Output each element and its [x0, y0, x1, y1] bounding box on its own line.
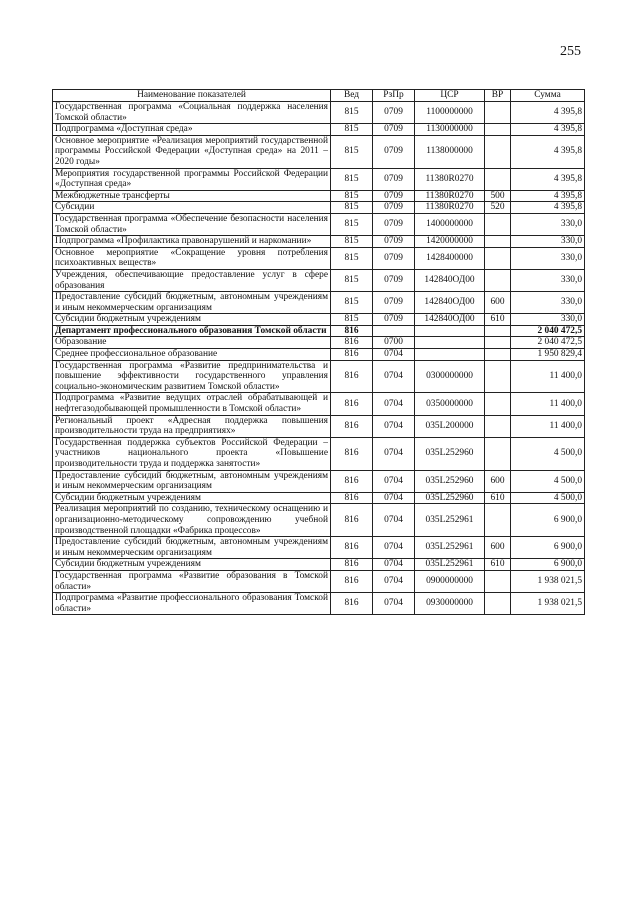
row-name-cell: Государственная программа «Развитие предпринимательства и повышение эффективности государственного управления социально-экономическим развитием Томской области» — [53, 360, 331, 393]
row-vr-cell — [485, 337, 511, 349]
row-name-cell: Межбюджетные трансферты — [53, 190, 331, 202]
row-sum-cell: 2 040 472,5 — [511, 337, 585, 349]
row-rzpr-cell: 0709 — [373, 236, 415, 248]
row-sum-cell: 4 395,8 — [511, 102, 585, 124]
row-csr-cell: 1400000000 — [415, 213, 485, 235]
row-ved-cell: 816 — [331, 470, 373, 492]
row-csr-cell — [415, 337, 485, 349]
row-vr-cell — [485, 102, 511, 124]
row-ved-cell: 816 — [331, 570, 373, 592]
row-sum-cell: 4 395,8 — [511, 202, 585, 214]
row-rzpr-cell: 0704 — [373, 470, 415, 492]
row-name-cell: Региональный проект «Адресная поддержка повышения производительности труда на предприятиях» — [53, 415, 331, 437]
row-name-cell: Государственная программа «Развитие образования в Томской области» — [53, 570, 331, 592]
row-name-cell: Подпрограмма «Развитие профессионального образования Томской области» — [53, 593, 331, 615]
header-rzpr: РзПр — [373, 90, 415, 102]
row-name-cell: Государственная программа «Социальная поддержка населения Томской области» — [53, 102, 331, 124]
row-csr-cell: 035L252961 — [415, 537, 485, 559]
table-row — [53, 593, 585, 615]
row-ved-cell: 816 — [331, 504, 373, 537]
table-row — [53, 124, 585, 136]
row-vr-cell: 610 — [485, 492, 511, 504]
row-rzpr-cell: 0704 — [373, 415, 415, 437]
row-vr-cell — [485, 325, 511, 337]
row-csr-cell: 0930000000 — [415, 593, 485, 615]
header-vr: ВР — [485, 90, 511, 102]
row-name-cell: Субсидии бюджетным учреждениям — [53, 559, 331, 571]
row-sum-cell: 4 395,8 — [511, 168, 585, 190]
row-sum-cell: 11 400,0 — [511, 415, 585, 437]
row-vr-cell — [485, 415, 511, 437]
row-name-cell: Подпрограмма «Доступная среда» — [53, 124, 331, 136]
table-row — [53, 135, 585, 168]
row-vr-cell — [485, 393, 511, 415]
row-rzpr-cell: 0709 — [373, 292, 415, 314]
table-row — [53, 415, 585, 437]
row-vr-cell: 610 — [485, 559, 511, 571]
row-rzpr-cell: 0704 — [373, 559, 415, 571]
table-row — [53, 360, 585, 393]
row-vr-cell — [485, 135, 511, 168]
row-csr-cell: 11380R0270 — [415, 190, 485, 202]
row-name-cell: Государственная программа «Обеспечение безопасности населения Томской области» — [53, 213, 331, 235]
table-row — [53, 337, 585, 349]
row-vr-cell — [485, 593, 511, 615]
row-vr-cell — [485, 437, 511, 470]
row-rzpr-cell: 0709 — [373, 247, 415, 269]
row-sum-cell: 330,0 — [511, 247, 585, 269]
row-ved-cell: 816 — [331, 437, 373, 470]
row-sum-cell: 11 400,0 — [511, 360, 585, 393]
row-csr-cell: 1420000000 — [415, 236, 485, 248]
row-ved-cell: 816 — [331, 393, 373, 415]
header-sum: Сумма — [511, 90, 585, 102]
row-vr-cell — [485, 213, 511, 235]
table-row — [53, 190, 585, 202]
row-ved-cell: 815 — [331, 314, 373, 326]
row-name-cell: Предоставление субсидий бюджетным, автономным учреждениям и иным некоммерческим организациям — [53, 292, 331, 314]
header-csr: ЦСР — [415, 90, 485, 102]
row-csr-cell: 142840ОД00 — [415, 269, 485, 291]
row-csr-cell: 1130000000 — [415, 124, 485, 136]
row-sum-cell: 1 938 021,5 — [511, 593, 585, 615]
row-vr-cell: 520 — [485, 202, 511, 214]
row-sum-cell: 330,0 — [511, 269, 585, 291]
table-row — [53, 492, 585, 504]
row-csr-cell: 142840ОД00 — [415, 292, 485, 314]
row-ved-cell: 816 — [331, 360, 373, 393]
row-vr-cell — [485, 247, 511, 269]
row-ved-cell: 815 — [331, 135, 373, 168]
row-sum-cell: 6 900,0 — [511, 559, 585, 571]
row-csr-cell: 035L200000 — [415, 415, 485, 437]
row-vr-cell — [485, 570, 511, 592]
row-ved-cell: 815 — [331, 292, 373, 314]
row-rzpr-cell: 0709 — [373, 168, 415, 190]
row-rzpr-cell: 0709 — [373, 314, 415, 326]
table-row — [53, 437, 585, 470]
row-rzpr-cell — [373, 325, 415, 337]
row-ved-cell: 815 — [331, 247, 373, 269]
row-ved-cell: 816 — [331, 349, 373, 361]
row-name-cell: Образование — [53, 337, 331, 349]
row-rzpr-cell: 0709 — [373, 190, 415, 202]
row-rzpr-cell: 0709 — [373, 269, 415, 291]
row-rzpr-cell: 0709 — [373, 124, 415, 136]
table-row — [53, 393, 585, 415]
table-row — [53, 247, 585, 269]
row-csr-cell: 11380R0270 — [415, 202, 485, 214]
row-sum-cell: 4 395,8 — [511, 124, 585, 136]
row-csr-cell: 035L252961 — [415, 504, 485, 537]
row-ved-cell: 816 — [331, 492, 373, 504]
row-csr-cell: 035L252960 — [415, 492, 485, 504]
row-ved-cell: 816 — [331, 337, 373, 349]
row-csr-cell: 0350000000 — [415, 393, 485, 415]
row-csr-cell — [415, 325, 485, 337]
row-vr-cell — [485, 269, 511, 291]
row-sum-cell: 4 395,8 — [511, 135, 585, 168]
row-ved-cell: 815 — [331, 190, 373, 202]
row-rzpr-cell: 0704 — [373, 570, 415, 592]
row-sum-cell: 6 900,0 — [511, 504, 585, 537]
row-sum-cell: 4 500,0 — [511, 492, 585, 504]
table-row — [53, 102, 585, 124]
row-sum-cell: 11 400,0 — [511, 393, 585, 415]
row-name-cell: Субсидии бюджетным учреждениям — [53, 314, 331, 326]
row-name-cell: Подпрограмма «Развитие ведущих отраслей обрабатывающей и нефтегазодобывающей промышленности в Томской области» — [53, 393, 331, 415]
row-rzpr-cell: 0700 — [373, 337, 415, 349]
row-csr-cell: 1100000000 — [415, 102, 485, 124]
table-header-row — [53, 90, 585, 102]
header-ved: Вед — [331, 90, 373, 102]
row-ved-cell: 816 — [331, 537, 373, 559]
row-name-cell: Основное мероприятие «Реализация мероприятий государственной программы Российской Федерации «Доступная среда» на 2011 – 2020 годы» — [53, 135, 331, 168]
row-ved-cell: 816 — [331, 593, 373, 615]
row-csr-cell: 035L252961 — [415, 559, 485, 571]
table-row — [53, 349, 585, 361]
table-row — [53, 269, 585, 291]
row-ved-cell: 815 — [331, 269, 373, 291]
row-rzpr-cell: 0704 — [373, 537, 415, 559]
row-sum-cell: 1 938 021,5 — [511, 570, 585, 592]
row-sum-cell: 4 500,0 — [511, 470, 585, 492]
table-row — [53, 570, 585, 592]
row-vr-cell — [485, 504, 511, 537]
row-vr-cell: 600 — [485, 292, 511, 314]
table-body — [53, 102, 585, 615]
table-row — [53, 236, 585, 248]
table-row — [53, 504, 585, 537]
row-ved-cell: 816 — [331, 415, 373, 437]
row-csr-cell: 11380R0270 — [415, 168, 485, 190]
table-row — [53, 470, 585, 492]
row-name-cell: Предоставление субсидий бюджетным, автономным учреждениям и иным некоммерческим организациям — [53, 537, 331, 559]
row-name-cell: Подпрограмма «Профилактика правонарушений и наркомании» — [53, 236, 331, 248]
row-sum-cell: 4 395,8 — [511, 190, 585, 202]
row-name-cell: Департамент профессионального образования Томской области — [53, 325, 331, 337]
row-csr-cell: 035L252960 — [415, 437, 485, 470]
row-vr-cell — [485, 349, 511, 361]
row-name-cell: Основное мероприятие «Сокращение уровня потребления психоактивных веществ» — [53, 247, 331, 269]
row-vr-cell — [485, 168, 511, 190]
row-rzpr-cell: 0709 — [373, 102, 415, 124]
table-row — [53, 168, 585, 190]
row-rzpr-cell: 0704 — [373, 349, 415, 361]
row-name-cell: Учреждения, обеспечивающие предоставление услуг в сфере образования — [53, 269, 331, 291]
row-sum-cell: 330,0 — [511, 314, 585, 326]
row-name-cell: Субсидии бюджетным учреждениям — [53, 492, 331, 504]
table-row — [53, 314, 585, 326]
row-vr-cell — [485, 360, 511, 393]
row-ved-cell: 815 — [331, 124, 373, 136]
row-sum-cell: 2 040 472,5 — [511, 325, 585, 337]
row-ved-cell: 815 — [331, 102, 373, 124]
row-ved-cell: 815 — [331, 213, 373, 235]
row-rzpr-cell: 0709 — [373, 213, 415, 235]
row-rzpr-cell: 0709 — [373, 135, 415, 168]
row-rzpr-cell: 0704 — [373, 492, 415, 504]
row-rzpr-cell: 0704 — [373, 593, 415, 615]
row-csr-cell: 1138000000 — [415, 135, 485, 168]
row-ved-cell: 816 — [331, 559, 373, 571]
table-row — [53, 325, 585, 337]
row-csr-cell: 0300000000 — [415, 360, 485, 393]
row-sum-cell: 330,0 — [511, 213, 585, 235]
row-ved-cell: 815 — [331, 168, 373, 190]
row-name-cell: Субсидии — [53, 202, 331, 214]
row-csr-cell — [415, 349, 485, 361]
page-number: 255 — [560, 44, 581, 59]
table-row — [53, 292, 585, 314]
row-sum-cell: 330,0 — [511, 236, 585, 248]
row-ved-cell: 816 — [331, 325, 373, 337]
table-row — [53, 213, 585, 235]
row-name-cell: Предоставление субсидий бюджетным, автономным учреждениям и иным некоммерческим организациям — [53, 470, 331, 492]
row-sum-cell: 6 900,0 — [511, 537, 585, 559]
row-vr-cell — [485, 124, 511, 136]
row-sum-cell: 330,0 — [511, 292, 585, 314]
row-rzpr-cell: 0704 — [373, 437, 415, 470]
row-vr-cell: 600 — [485, 537, 511, 559]
row-csr-cell: 0900000000 — [415, 570, 485, 592]
row-vr-cell: 600 — [485, 470, 511, 492]
row-name-cell: Государственная поддержка субъектов Российской Федерации – участников национального проекта «Повышение производительности труда и поддержка занятости» — [53, 437, 331, 470]
row-sum-cell: 1 950 829,4 — [511, 349, 585, 361]
table-row — [53, 537, 585, 559]
budget-table — [52, 89, 585, 615]
row-name-cell: Реализация мероприятий по созданию, техническому оснащению и организационно-методическому сопровождению учебной производственной площадки «Фабрика процессов» — [53, 504, 331, 537]
table-row — [53, 202, 585, 214]
row-name-cell: Среднее профессиональное образование — [53, 349, 331, 361]
row-vr-cell: 500 — [485, 190, 511, 202]
row-vr-cell — [485, 236, 511, 248]
row-rzpr-cell: 0704 — [373, 393, 415, 415]
row-sum-cell: 4 500,0 — [511, 437, 585, 470]
row-ved-cell: 815 — [331, 202, 373, 214]
row-rzpr-cell: 0704 — [373, 504, 415, 537]
row-csr-cell: 035L252960 — [415, 470, 485, 492]
row-csr-cell: 1428400000 — [415, 247, 485, 269]
row-ved-cell: 815 — [331, 236, 373, 248]
row-vr-cell: 610 — [485, 314, 511, 326]
row-name-cell: Мероприятия государственной программы Российской Федерации «Доступная среда» — [53, 168, 331, 190]
header-name: Наименование показателей — [53, 90, 331, 102]
table-row — [53, 559, 585, 571]
row-rzpr-cell: 0704 — [373, 360, 415, 393]
row-csr-cell: 142840ОД00 — [415, 314, 485, 326]
row-rzpr-cell: 0709 — [373, 202, 415, 214]
